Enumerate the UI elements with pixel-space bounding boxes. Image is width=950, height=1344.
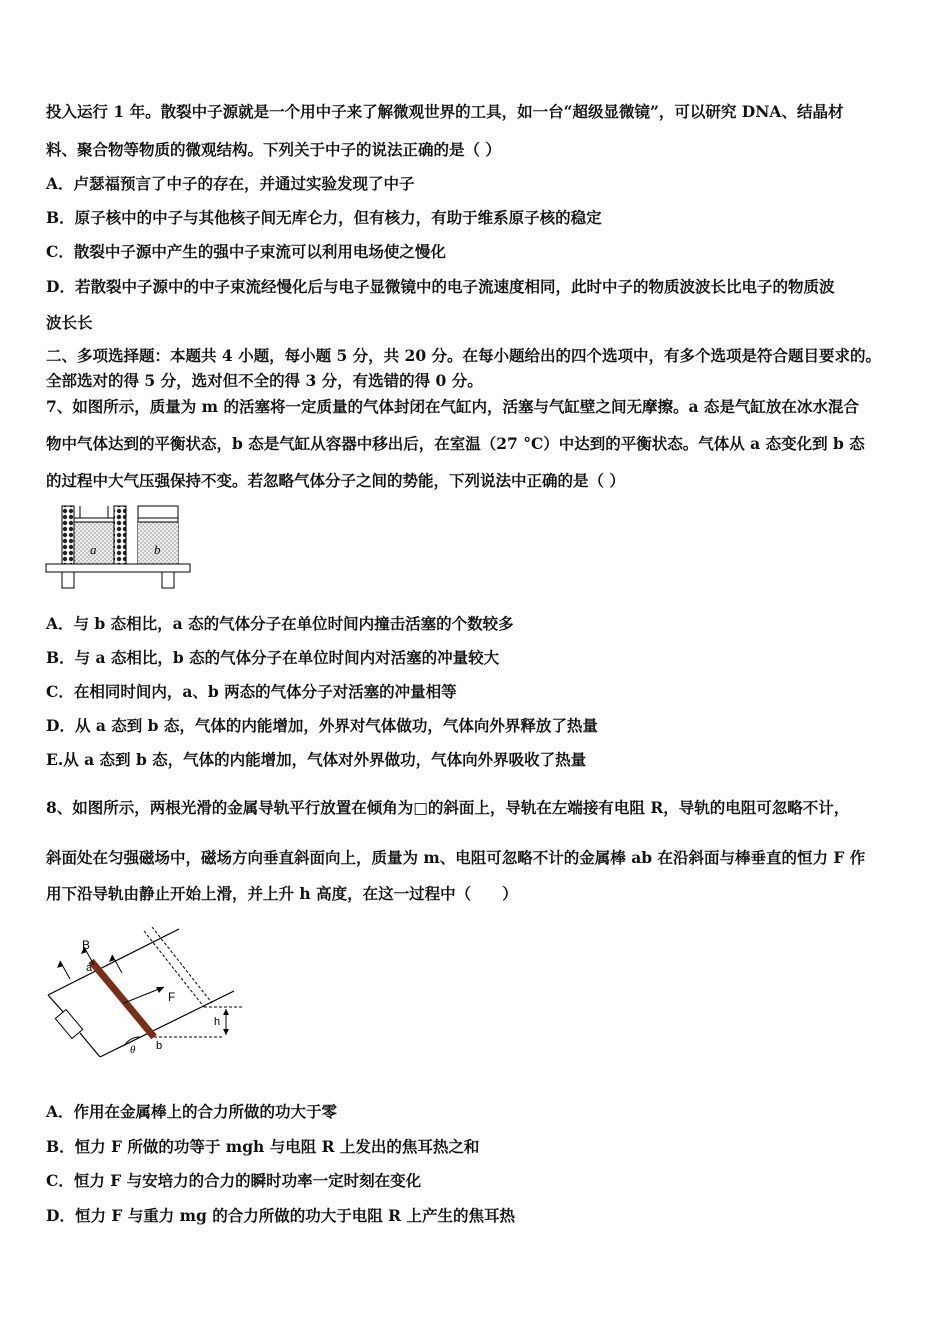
q6-option-d-line-2: 波长长 [46,313,93,332]
q8-fig-label-F: F [168,990,176,1004]
q7-stem-line-3: 的过程中大气压强保持不变。若忽略气体分子之间的势能，下列说法中正确的是（ ） [46,471,625,490]
q7-fig-label-a: a [90,542,97,557]
q8-option-c: C．恒力 F 与安培力的合力的瞬时功率一定时刻在变化 [46,1171,422,1190]
q6-option-d-line-1: D．若散裂中子源中的中子束流经慢化后与电子显微镜中的电子流速度相同，此时中子的物质波波长比电子的物质波 [46,277,835,296]
q8-stem-line-3: 用下沿导轨由静止开始上滑，并上升 h 高度，在这一过程中（ ） [46,884,518,903]
q7-stem-line-1: 7、如图所示，质量为 m 的活塞将一定质量的气体封闭在气缸内，活塞与气缸壁之间无摩擦。a 态是气缸放在冰水混合 [46,397,859,416]
q8-fig-label-b: b [156,1040,163,1052]
q7-cylinder-figure [44,502,194,592]
q6-option-a: A．卢瑟福预言了中子的存在，并通过实验发现了中子 [46,174,415,193]
q8-stem-line-2: 斜面处在匀强磁场中，磁场方向垂直斜面向上，质量为 m、电阻可忽略不计的金属棒 ab 在沿斜面与棒垂直的恒力 F 作 [46,848,866,867]
section-2-heading-line-2: 全部选对的得 5 分，选对但不全的得 3 分，有选错的得 0 分。 [46,371,483,390]
q8-option-a: A．作用在金属棒上的合力所做的功大于零 [46,1102,338,1121]
q8-fig-label-theta: θ [130,1044,136,1056]
intro-line-2: 料、聚合物等物质的微观结构。下列关于中子的说法正确的是（ ） [46,140,501,159]
q7-option-a: A．与 b 态相比，a 态的气体分子在单位时间内撞击活塞的个数较多 [46,614,514,633]
section-2-heading-line-1: 二、多项选择题：本题共 4 小题，每小题 5 分，共 20 分。在每小题给出的四个选项中，有多个选项是符合题目要求的。 [46,346,882,365]
q7-option-e: E.从 a 态到 b 态，气体的内能增加，气体对外界做功，气体向外界吸收了热量 [46,750,587,769]
q8-fig-label-B: B [82,938,91,952]
q8-fig-label-h: h [214,1016,221,1028]
q7-option-d: D．从 a 态到 b 态，气体的内能增加，外界对气体做功，气体向外界释放了热量 [46,716,598,735]
q7-option-b: B．与 a 态相比，b 态的气体分子在单位时间内对活塞的冲量较大 [46,648,500,667]
q8-rail-figure [44,925,254,1060]
q6-option-c: C．散裂中子源中产生的强中子束流可以利用电场使之慢化 [46,242,446,261]
intro-line-1: 投入运行 1 年。散裂中子源就是一个用中子来了解微观世界的工具，如一台“超级显微镜”，可以研究 DNA、结晶材 [46,102,844,121]
q8-stem-line-1: 8、如图所示，两根光滑的金属导轨平行放置在倾角为□的斜面上，导轨在左端接有电阻 R，导轨的电阻可忽略不计， [46,798,850,817]
q8-option-b: B．恒力 F 所做的功等于 mgh 与电阻 R 上发出的焦耳热之和 [46,1137,480,1156]
q7-stem-line-2: 物中气体达到的平衡状态，b 态是气缸从容器中移出后，在室温（27 °C）中达到的平衡状态。气体从 a 态变化到 b 态 [46,434,865,453]
q7-option-c: C．在相同时间内，a、b 两态的气体分子对活塞的冲量相等 [46,682,457,701]
q6-option-b: B．原子核中的中子与其他核子间无库仑力，但有核力，有助于维系原子核的稳定 [46,208,602,227]
q8-option-d: D．恒力 F 与重力 mg 的合力所做的功大于电阻 R 上产生的焦耳热 [46,1206,515,1225]
q8-fig-label-a: a [86,962,93,974]
q7-fig-label-b: b [154,542,161,557]
